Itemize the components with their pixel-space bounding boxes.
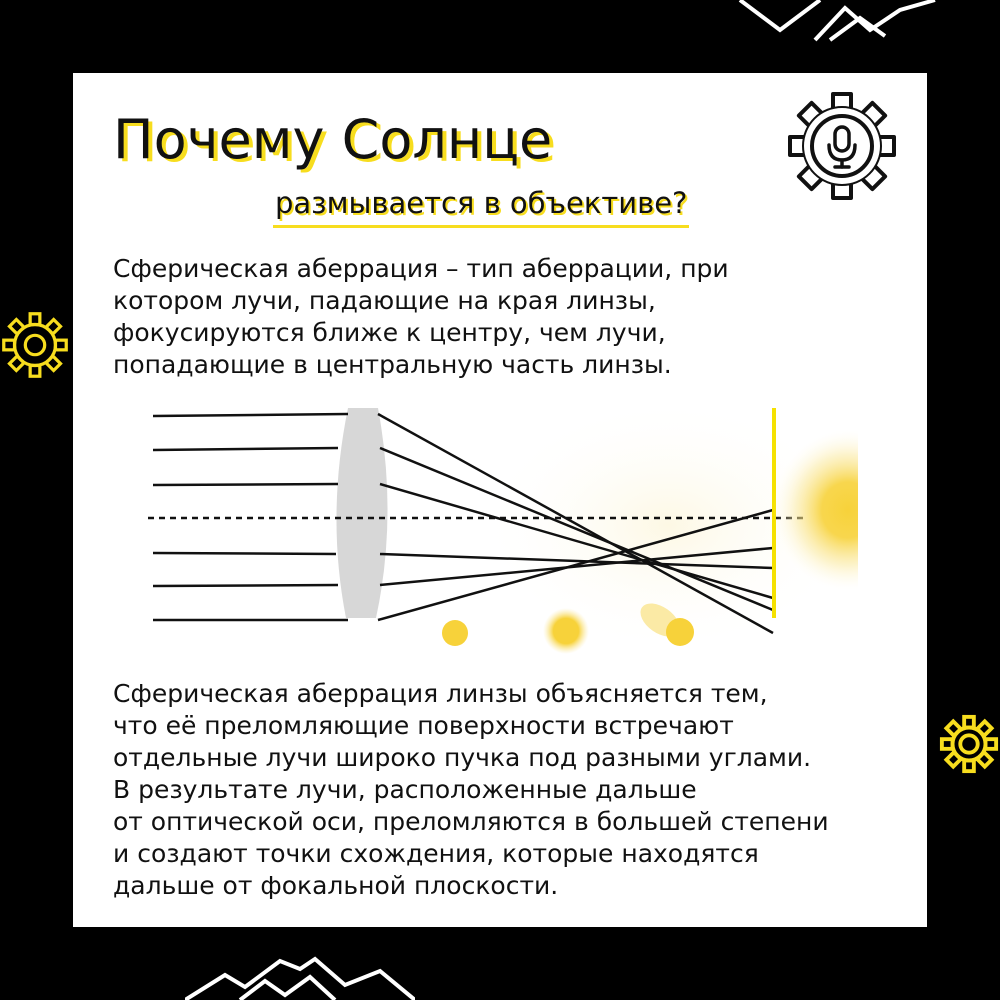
microphone-gear-icon xyxy=(785,89,899,203)
page-subtitle: размывается в объективе? xyxy=(273,183,689,228)
paragraph-line: и создают точки схождения, которые находятся xyxy=(113,839,759,868)
left-gear-icon xyxy=(0,280,70,410)
explanation-paragraph xyxy=(113,678,829,902)
right-gear-icon xyxy=(938,712,1000,776)
paragraph-line: попадающие в центральную часть линзы. xyxy=(113,350,672,379)
intro-paragraph xyxy=(113,253,729,381)
content-card xyxy=(73,73,927,927)
paragraph-line: что её преломляющие поверхности встречают xyxy=(113,711,734,740)
focus-dot-smeared-core xyxy=(666,618,694,646)
bottom-mountain-outline-icon xyxy=(185,955,415,1000)
paragraph-line: фокусируются ближе к центру, чем лучи, xyxy=(113,318,666,347)
top-mountain-outline-icon xyxy=(720,0,960,45)
paragraph-line: дальше от фокальной плоскости. xyxy=(113,871,559,900)
paragraph-line: В результате лучи, расположенные дальше xyxy=(113,775,697,804)
page-title: Почему Солнце xyxy=(113,108,553,171)
paragraph-line: от оптической оси, преломляются в большей степени xyxy=(113,807,829,836)
paragraph-line: котором лучи, падающие на края линзы, xyxy=(113,286,656,315)
focus-dot-sharp xyxy=(442,620,468,646)
paragraph-line: Сферическая аберрация – тип аберрации, при xyxy=(113,254,729,283)
paragraph-line: отдельные лучи широко пучка под разными углами. xyxy=(113,743,812,772)
focus-dot-blurred xyxy=(543,608,589,654)
lens-shape xyxy=(336,408,387,618)
spherical-aberration-diagram xyxy=(148,398,858,658)
paragraph-line: Сферическая аберрация линзы объясняется тем, xyxy=(113,679,768,708)
